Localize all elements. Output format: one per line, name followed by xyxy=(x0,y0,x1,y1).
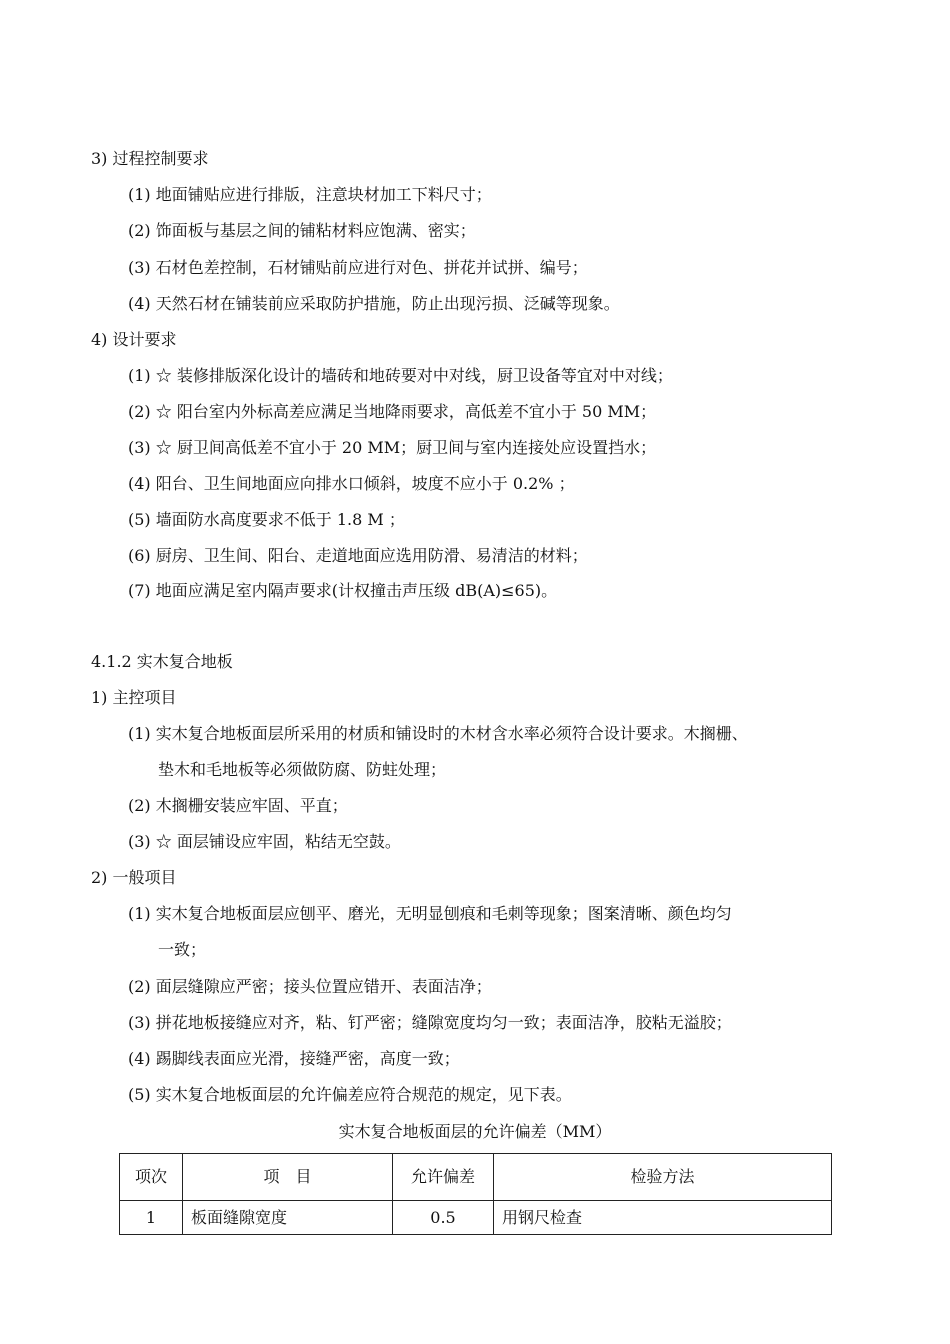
header-cell-index: 项次 xyxy=(120,1154,183,1201)
list-item: (3) ☆ 厨卫间高低差不宜小于 20 MM；厨卫间与室内连接处应设置挡水； xyxy=(128,438,657,457)
list-item: (5) 墙面防水高度要求不低于 1.8 M ； xyxy=(128,510,405,529)
table-row xyxy=(120,1201,832,1235)
subsection-heading-general: 2) 一般项目 xyxy=(91,868,177,887)
list-item: (3) 拼花地板接缝应对齐，粘、钉严密；缝隙宽度均匀一致；表面洁净，胶粘无溢胶； xyxy=(128,1013,732,1032)
section-heading-process-control: 3) 过程控制要求 xyxy=(91,149,209,168)
list-item: (6) 厨房、卫生间、阳台、走道地面应选用防滑、易清洁的材料； xyxy=(128,546,588,565)
list-item: (2) 面层缝隙应严密；接头位置应错开、表面洁净； xyxy=(128,977,492,996)
list-item: (1) 地面铺贴应进行排版，注意块材加工下料尺寸； xyxy=(128,185,492,204)
cell-index: 1 xyxy=(120,1201,183,1235)
list-item: (1) 实木复合地板面层应刨平、磨光，无明显刨痕和毛刺等现象；图案清晰、颜色均匀 xyxy=(128,904,732,923)
cell-tolerance: 0.5 xyxy=(393,1201,494,1235)
subsection-heading-main-control: 1) 主控项目 xyxy=(91,688,177,707)
header-cell-method: 检验方法 xyxy=(494,1154,832,1201)
header-cell-tolerance: 允许偏差 xyxy=(393,1154,494,1201)
list-item: (2) 饰面板与基层之间的铺粘材料应饱满、密实； xyxy=(128,221,476,240)
list-item: (4) 踢脚线表面应光滑，接缝严密，高度一致； xyxy=(128,1049,460,1068)
list-item: (1) 实木复合地板面层所采用的材质和铺设时的木材含水率必须符合设计要求。木搁栅、 xyxy=(128,724,748,743)
list-item: (1) ☆ 装修排版深化设计的墙砖和地砖要对中对线，厨卫设备等宜对中对线； xyxy=(128,366,673,385)
header-cell-item: 项 目 xyxy=(183,1154,393,1201)
section-title-4-1-2: 4.1.2 实木复合地板 xyxy=(91,652,233,671)
list-item-continuation: 一致； xyxy=(158,940,207,959)
list-item: (3) 石材色差控制，石材铺贴前应进行对色、拼花并试拼、编号； xyxy=(128,258,588,277)
table-header-row xyxy=(120,1154,832,1201)
list-item: (2) ☆ 阳台室内外标高差应满足当地降雨要求，高低差不宜小于 50 MM； xyxy=(128,402,657,421)
list-item: (7) 地面应满足室内隔声要求(计权撞击声压级 dB(A)≤65)。 xyxy=(128,581,558,600)
list-item: (5) 实木复合地板面层的允许偏差应符合规范的规定，见下表。 xyxy=(128,1085,572,1104)
cell-item: 板面缝隙宽度 xyxy=(183,1201,393,1235)
table-caption: 实木复合地板面层的允许偏差（MM） xyxy=(338,1122,612,1141)
section-heading-design-requirements: 4) 设计要求 xyxy=(91,330,177,349)
cell-method: 用钢尺检查 xyxy=(494,1201,832,1235)
list-item: (2) 木搁栅安装应牢固、平直； xyxy=(128,796,348,815)
list-item: (3) ☆ 面层铺设应牢固，粘结无空鼓。 xyxy=(128,832,401,851)
list-item: (4) 天然石材在铺装前应采取防护措施，防止出现污损、泛碱等现象。 xyxy=(128,294,620,313)
list-item: (4) 阳台、卫生间地面应向排水口倾斜，坡度不应小于 0.2% ； xyxy=(128,474,575,493)
deviation-table xyxy=(119,1153,832,1235)
list-item-continuation: 垫木和毛地板等必须做防腐、防蛀处理； xyxy=(158,760,447,779)
